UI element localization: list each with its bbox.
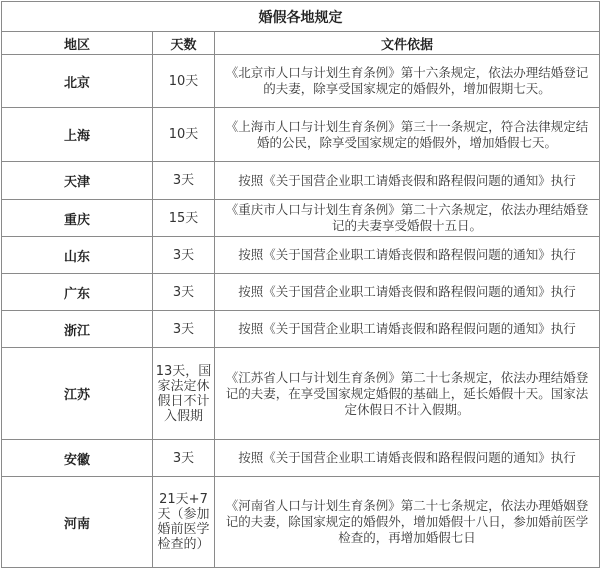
basis-cell: 《江苏省人口与计划生育条例》第二十七条规定，依法办理结婚登记的夫妻，在享受国家规定婚假的基础上，延长婚假十天。国家法定休假日不计入假期。 [215, 348, 600, 440]
basis-cell: 《上海市人口与计划生育条例》第三十一条规定，符合法律规定结婚的公民，除享受国家规定的婚假外，增加婚假七天。 [215, 108, 600, 162]
header-days: 天数 [153, 32, 215, 55]
table-title: 婚假各地规定 [2, 2, 600, 32]
days-cell: 3天 [153, 440, 215, 477]
table-row [2, 311, 600, 348]
region-cell: 山东 [2, 237, 153, 274]
days-cell: 3天 [153, 311, 215, 348]
days-cell: 10天 [153, 55, 215, 108]
basis-cell: 按照《关于国营企业职工请婚丧假和路程假问题的通知》执行 [215, 162, 600, 200]
basis-cell: 《重庆市人口与计划生育条例》第二十六条规定，依法办理结婚登记的夫妻享受婚假十五日。 [215, 200, 600, 237]
region-cell: 江苏 [2, 348, 153, 440]
table-row [2, 348, 600, 440]
days-cell: 3天 [153, 274, 215, 311]
table-row [2, 200, 600, 237]
days-cell: 13天，国家法定休假日不计入假期 [153, 348, 215, 440]
basis-cell: 按照《关于国营企业职工请婚丧假和路程假问题的通知》执行 [215, 274, 600, 311]
days-cell: 15天 [153, 200, 215, 237]
table-row [2, 274, 600, 311]
region-cell: 天津 [2, 162, 153, 200]
days-cell: 3天 [153, 237, 215, 274]
header-basis: 文件依据 [215, 32, 600, 55]
basis-cell: 按照《关于国营企业职工请婚丧假和路程假问题的通知》执行 [215, 311, 600, 348]
region-cell: 北京 [2, 55, 153, 108]
marriage-leave-table [1, 1, 600, 568]
header-row [2, 32, 600, 55]
table-row [2, 55, 600, 108]
table-row [2, 162, 600, 200]
days-cell: 21天+7天（参加婚前医学检查的） [153, 477, 215, 568]
days-cell: 10天 [153, 108, 215, 162]
basis-cell: 按照《关于国营企业职工请婚丧假和路程假问题的通知》执行 [215, 440, 600, 477]
table-row [2, 108, 600, 162]
basis-cell: 《北京市人口与计划生育条例》第十六条规定，依法办理结婚登记的夫妻，除享受国家规定的婚假外，增加假期七天。 [215, 55, 600, 108]
header-region: 地区 [2, 32, 153, 55]
table-row [2, 440, 600, 477]
basis-cell: 按照《关于国营企业职工请婚丧假和路程假问题的通知》执行 [215, 237, 600, 274]
region-cell: 上海 [2, 108, 153, 162]
days-cell: 3天 [153, 162, 215, 200]
region-cell: 广东 [2, 274, 153, 311]
title-row [2, 2, 600, 32]
region-cell: 浙江 [2, 311, 153, 348]
table-row [2, 477, 600, 568]
table-row [2, 237, 600, 274]
region-cell: 重庆 [2, 200, 153, 237]
basis-cell: 《河南省人口与计划生育条例》第二十七条规定，依法办理婚姻登记的夫妻，除国家规定的婚假外，增加婚假十八日，参加婚前医学检查的，再增加婚假七日 [215, 477, 600, 568]
region-cell: 河南 [2, 477, 153, 568]
region-cell: 安徽 [2, 440, 153, 477]
